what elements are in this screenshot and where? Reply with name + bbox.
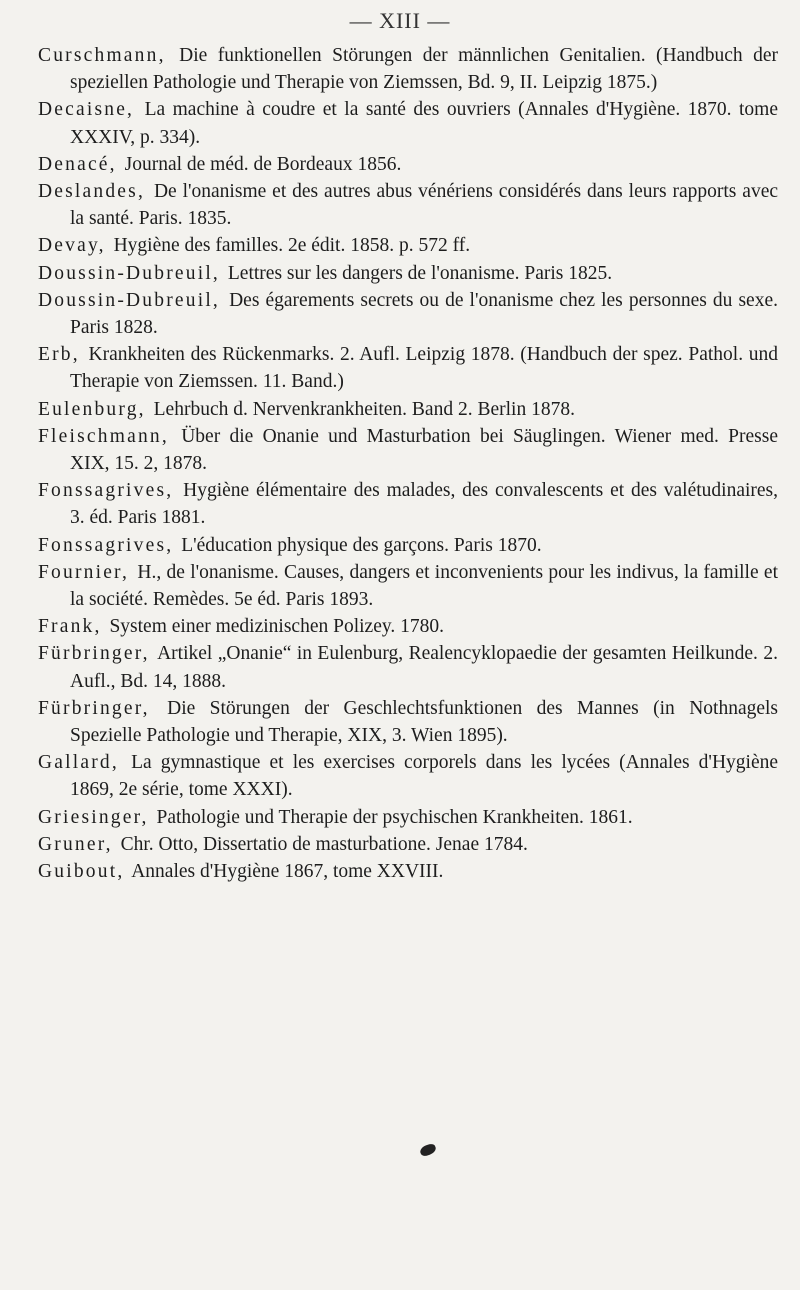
ink-blot-mark [419,1143,437,1158]
bibliography-entry [38,341,778,395]
bibliography-entry [38,287,778,341]
entry-author: Griesinger, [38,806,149,828]
entry-author: Fonssagrives, [38,480,174,502]
entry-author: Guibout, [38,861,125,883]
entry-author: Fonssagrives, [38,534,174,556]
bibliography-entry [38,151,778,178]
entry-text: La gymnastique et les exercises corporels dans les lycées (Annales d'Hygiène 1869, 2e série, tome XXXI). [70,752,779,801]
entry-text: Journal de méd. de Bordeaux 1856. [124,153,402,175]
bibliography-entry [38,831,778,858]
entry-text: La machine à coudre et la santé des ouvriers (Annales d'Hygiène. 1870. tome XXXIV, p. 334). [70,99,779,148]
entry-author: Eulenburg, [38,398,146,420]
page-number: — XIII — [349,8,451,33]
bibliography-entry [38,749,778,803]
bibliography-entry [38,804,778,831]
entry-author: Fleischmann, [38,425,169,447]
entry-author: Erb, [38,344,80,366]
bibliography-entry [38,423,778,477]
bibliography-entry [38,640,778,694]
bibliography-entry [38,858,778,885]
entry-author: Denacé, [38,153,117,175]
entry-text: Pathologie und Therapie der psychischen Krankheiten. 1861. [156,806,633,828]
bibliography-entry [38,96,778,150]
entry-text: Die Störungen der Geschlechtsfunktionen des Mannes (in Nothnagels Spezielle Pathologie und Therapie, XIX, 3. Wien 1895). [70,697,779,747]
bibliography-entry [38,178,778,232]
entry-text: H., de l'onanisme. Causes, dangers et inconvenients pour les indivus, la famille et la société. Remèdes. 5e éd. Paris 1893. [70,561,779,611]
bibliography-entry [38,613,778,640]
entry-text: System einer medizinischen Polizey. 1780. [109,616,444,638]
entry-author: Fürbringer, [38,643,150,665]
entry-text: Annales d'Hygiène 1867, tome XXVIII. [131,861,444,883]
entry-text: Lehrbuch d. Nervenkrankheiten. Band 2. Berlin 1878. [153,398,575,420]
entry-text: De l'onanisme et des autres abus vénériens considérés dans leurs rapports avec la santé. Paris. 1835. [70,181,779,230]
entry-author: Decaisne, [38,99,135,121]
bibliography-entry [38,532,778,559]
entry-text: Krankheiten des Rückenmarks. 2. Aufl. Leipzig 1878. (Handbuch der spez. Pathol. und Therapie von Ziemssen. 11. Band.) [70,344,778,393]
entry-author: Curschmann, [38,45,166,66]
bibliography-entry [38,260,778,287]
bibliography-list [38,42,778,885]
entry-author: Fournier, [38,561,130,583]
entry-text: Artikel „Onanie“ in Eulenburg, Realencyklopaedie der gesamten Heilkunde. 2. Aufl., Bd. 14, 1888. [70,643,778,692]
entry-author: Fürbringer, [38,697,150,719]
entry-author: Gruner, [38,833,113,855]
entry-text: Des égarements secrets ou de l'onanisme chez les personnes du sexe. Paris 1828. [70,289,778,339]
entry-author: Frank, [38,616,102,638]
bibliography-entry [38,559,778,613]
bibliography-entry [38,42,778,96]
entry-author: Gallard, [38,752,119,774]
entry-text: Chr. Otto, Dissertatio de masturbatione. Jenae 1784. [120,833,528,855]
entry-text: Lettres sur les dangers de l'onanisme. Paris 1825. [227,262,613,284]
entry-text: Hygiène élémentaire des malades, des convalescents et des valétudinaires, 3. éd. Paris 1881. [70,480,779,529]
bibliography-entry [38,477,778,531]
entry-text: Über die Onanie und Masturbation bei Säuglingen. Wiener med. Presse XIX, 15. 2, 1878. [70,425,778,475]
bibliography-entry [38,232,778,259]
entry-author: Devay, [38,235,106,257]
bibliography-entry [38,396,778,423]
entry-text: Die funktionellen Störungen der männlichen Genitalien. (Handbuch der speziellen Pathologie und Therapie von Ziemssen, Bd. 9, II. Leipzig 1875.) [70,45,778,94]
entry-author: Deslandes, [38,181,146,203]
entry-author: Doussin-Dubreuil, [38,262,221,284]
bibliography-entry [38,695,778,749]
entry-text: Hygiène des familles. 2e édit. 1858. p. 572 ff. [113,235,471,257]
entry-author: Doussin-Dubreuil, [38,289,221,311]
entry-text: L'éducation physique des garçons. Paris 1870. [181,534,542,556]
